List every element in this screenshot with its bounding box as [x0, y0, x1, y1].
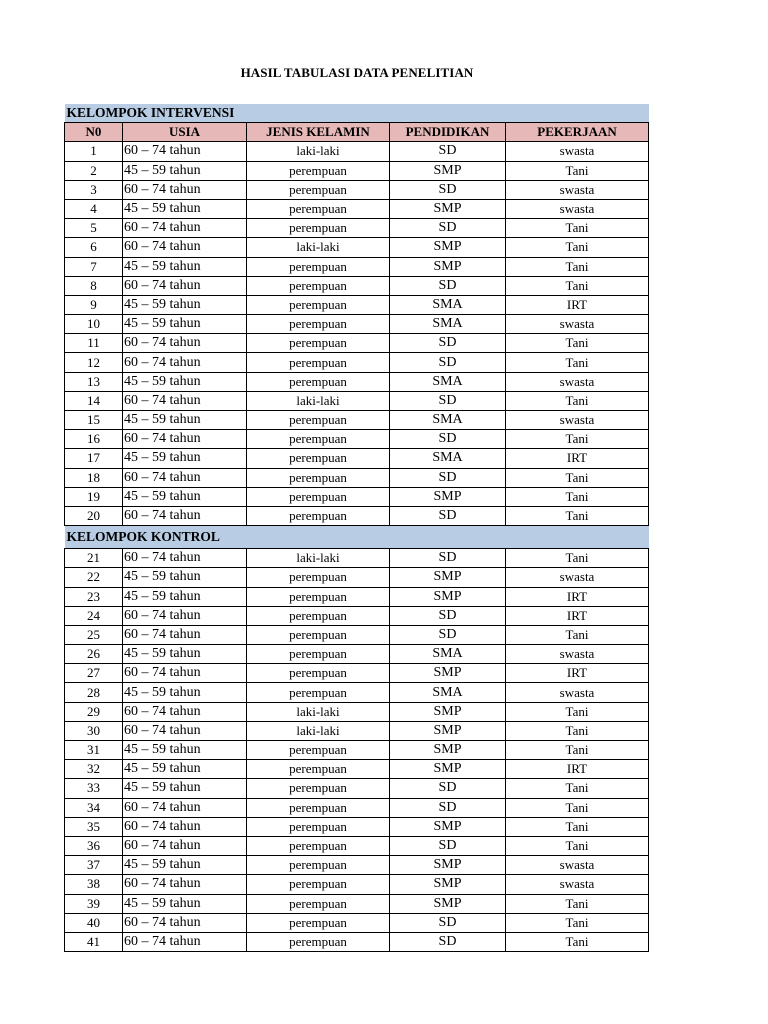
cell-pendidikan: SMP: [390, 161, 506, 180]
cell-pendidikan: SMA: [390, 315, 506, 334]
table-row: [65, 430, 649, 449]
cell-pekerjaan: Tani: [506, 487, 649, 506]
cell-pendidikan: SMP: [390, 741, 506, 760]
cell-no: 5: [65, 219, 123, 238]
cell-pekerjaan: IRT: [506, 606, 649, 625]
cell-no: 41: [65, 932, 123, 951]
cell-jenis-kelamin: perempuan: [247, 741, 390, 760]
cell-pekerjaan: IRT: [506, 664, 649, 683]
cell-no: 21: [65, 549, 123, 568]
cell-jenis-kelamin: perempuan: [247, 875, 390, 894]
cell-pekerjaan: Tani: [506, 468, 649, 487]
header-row: [65, 123, 649, 142]
cell-pekerjaan: Tani: [506, 353, 649, 372]
table-row: [65, 836, 649, 855]
table-row: [65, 238, 649, 257]
table-row: [65, 334, 649, 353]
cell-usia: 45 – 59 tahun: [123, 487, 247, 506]
cell-pendidikan: SD: [390, 779, 506, 798]
table-row: [65, 913, 649, 932]
cell-no: 30: [65, 721, 123, 740]
cell-no: 18: [65, 468, 123, 487]
cell-usia: 60 – 74 tahun: [123, 549, 247, 568]
cell-pekerjaan: Tani: [506, 506, 649, 525]
cell-jenis-kelamin: perempuan: [247, 664, 390, 683]
cell-pekerjaan: Tani: [506, 625, 649, 644]
cell-jenis-kelamin: laki-laki: [247, 702, 390, 721]
cell-usia: 45 – 59 tahun: [123, 161, 247, 180]
table-row: [65, 372, 649, 391]
cell-usia: 60 – 74 tahun: [123, 721, 247, 740]
cell-usia: 45 – 59 tahun: [123, 645, 247, 664]
cell-pekerjaan: swasta: [506, 856, 649, 875]
table-row: [65, 449, 649, 468]
table-row: [65, 506, 649, 525]
cell-jenis-kelamin: perempuan: [247, 353, 390, 372]
cell-pekerjaan: IRT: [506, 295, 649, 314]
header-jenis-kelamin: JENIS KELAMIN: [247, 123, 390, 142]
cell-pendidikan: SD: [390, 430, 506, 449]
cell-pendidikan: SD: [390, 606, 506, 625]
cell-usia: 45 – 59 tahun: [123, 760, 247, 779]
data-table: [64, 104, 649, 952]
cell-pendidikan: SMA: [390, 449, 506, 468]
table-row: [65, 894, 649, 913]
table-row: [65, 625, 649, 644]
cell-pekerjaan: Tani: [506, 391, 649, 410]
table-row: [65, 161, 649, 180]
cell-no: 31: [65, 741, 123, 760]
cell-jenis-kelamin: perempuan: [247, 276, 390, 295]
cell-jenis-kelamin: perempuan: [247, 606, 390, 625]
cell-pendidikan: SMA: [390, 683, 506, 702]
cell-usia: 45 – 59 tahun: [123, 257, 247, 276]
cell-no: 3: [65, 180, 123, 199]
table-row: [65, 779, 649, 798]
cell-usia: 60 – 74 tahun: [123, 353, 247, 372]
cell-pekerjaan: IRT: [506, 449, 649, 468]
cell-jenis-kelamin: perempuan: [247, 334, 390, 353]
cell-pekerjaan: Tani: [506, 257, 649, 276]
cell-jenis-kelamin: laki-laki: [247, 549, 390, 568]
cell-pendidikan: SD: [390, 798, 506, 817]
table-row: [65, 568, 649, 587]
cell-no: 15: [65, 411, 123, 430]
cell-no: 12: [65, 353, 123, 372]
section-row-intervensi: [65, 104, 649, 123]
cell-pendidikan: SMP: [390, 702, 506, 721]
cell-pendidikan: SD: [390, 506, 506, 525]
cell-usia: 60 – 74 tahun: [123, 180, 247, 199]
cell-no: 34: [65, 798, 123, 817]
cell-pendidikan: SMA: [390, 411, 506, 430]
cell-pekerjaan: Tani: [506, 702, 649, 721]
table-row: [65, 875, 649, 894]
cell-usia: 60 – 74 tahun: [123, 625, 247, 644]
cell-jenis-kelamin: perempuan: [247, 315, 390, 334]
cell-usia: 60 – 74 tahun: [123, 606, 247, 625]
cell-pendidikan: SD: [390, 276, 506, 295]
table-row: [65, 721, 649, 740]
cell-pendidikan: SMP: [390, 817, 506, 836]
table-row: [65, 587, 649, 606]
cell-usia: 60 – 74 tahun: [123, 836, 247, 855]
cell-usia: 60 – 74 tahun: [123, 219, 247, 238]
cell-jenis-kelamin: perempuan: [247, 219, 390, 238]
cell-pendidikan: SD: [390, 932, 506, 951]
cell-pendidikan: SMP: [390, 760, 506, 779]
table-row: [65, 180, 649, 199]
cell-pekerjaan: swasta: [506, 645, 649, 664]
cell-no: 32: [65, 760, 123, 779]
cell-no: 17: [65, 449, 123, 468]
cell-usia: 45 – 59 tahun: [123, 683, 247, 702]
cell-usia: 60 – 74 tahun: [123, 238, 247, 257]
cell-no: 20: [65, 506, 123, 525]
cell-pendidikan: SD: [390, 549, 506, 568]
cell-jenis-kelamin: perempuan: [247, 295, 390, 314]
cell-usia: 60 – 74 tahun: [123, 817, 247, 836]
cell-jenis-kelamin: perempuan: [247, 161, 390, 180]
cell-jenis-kelamin: perempuan: [247, 257, 390, 276]
table-row: [65, 702, 649, 721]
cell-no: 25: [65, 625, 123, 644]
table-row: [65, 856, 649, 875]
cell-pekerjaan: Tani: [506, 817, 649, 836]
table-row: [65, 645, 649, 664]
cell-jenis-kelamin: perempuan: [247, 487, 390, 506]
cell-no: 1: [65, 142, 123, 161]
cell-pendidikan: SD: [390, 353, 506, 372]
cell-pendidikan: SMP: [390, 487, 506, 506]
section-row-kontrol: [65, 526, 649, 549]
table-row: [65, 391, 649, 410]
table-row: [65, 353, 649, 372]
cell-jenis-kelamin: perempuan: [247, 506, 390, 525]
cell-pendidikan: SMP: [390, 587, 506, 606]
cell-no: 27: [65, 664, 123, 683]
cell-pekerjaan: Tani: [506, 798, 649, 817]
cell-pekerjaan: Tani: [506, 276, 649, 295]
cell-no: 6: [65, 238, 123, 257]
table-row: [65, 683, 649, 702]
cell-pekerjaan: Tani: [506, 161, 649, 180]
cell-usia: 45 – 59 tahun: [123, 449, 247, 468]
cell-pendidikan: SMP: [390, 568, 506, 587]
cell-pendidikan: SMP: [390, 238, 506, 257]
cell-pekerjaan: swasta: [506, 199, 649, 218]
cell-no: 40: [65, 913, 123, 932]
cell-pekerjaan: swasta: [506, 315, 649, 334]
cell-usia: 60 – 74 tahun: [123, 664, 247, 683]
table-row: [65, 257, 649, 276]
cell-no: 28: [65, 683, 123, 702]
cell-usia: 45 – 59 tahun: [123, 295, 247, 314]
cell-no: 35: [65, 817, 123, 836]
cell-pekerjaan: IRT: [506, 760, 649, 779]
cell-pendidikan: SMP: [390, 199, 506, 218]
cell-jenis-kelamin: perempuan: [247, 568, 390, 587]
cell-usia: 60 – 74 tahun: [123, 913, 247, 932]
cell-usia: 45 – 59 tahun: [123, 411, 247, 430]
cell-jenis-kelamin: perempuan: [247, 468, 390, 487]
cell-pendidikan: SD: [390, 836, 506, 855]
cell-no: 8: [65, 276, 123, 295]
cell-pendidikan: SMP: [390, 875, 506, 894]
cell-usia: 60 – 74 tahun: [123, 798, 247, 817]
cell-pendidikan: SD: [390, 913, 506, 932]
cell-no: 29: [65, 702, 123, 721]
cell-no: 9: [65, 295, 123, 314]
cell-pekerjaan: Tani: [506, 238, 649, 257]
cell-pekerjaan: swasta: [506, 683, 649, 702]
cell-jenis-kelamin: perempuan: [247, 817, 390, 836]
cell-no: 22: [65, 568, 123, 587]
cell-jenis-kelamin: perempuan: [247, 587, 390, 606]
cell-pendidikan: SMA: [390, 295, 506, 314]
cell-jenis-kelamin: laki-laki: [247, 238, 390, 257]
table-row: [65, 411, 649, 430]
cell-jenis-kelamin: perempuan: [247, 199, 390, 218]
cell-pekerjaan: Tani: [506, 721, 649, 740]
cell-jenis-kelamin: perempuan: [247, 932, 390, 951]
table-row: [65, 664, 649, 683]
cell-pendidikan: SMP: [390, 856, 506, 875]
cell-pekerjaan: Tani: [506, 913, 649, 932]
cell-no: 39: [65, 894, 123, 913]
cell-jenis-kelamin: perempuan: [247, 411, 390, 430]
cell-usia: 60 – 74 tahun: [123, 142, 247, 161]
cell-jenis-kelamin: perempuan: [247, 372, 390, 391]
cell-pekerjaan: swasta: [506, 411, 649, 430]
cell-no: 16: [65, 430, 123, 449]
table-row: [65, 606, 649, 625]
table-row: [65, 798, 649, 817]
table-row: [65, 549, 649, 568]
cell-pendidikan: SMP: [390, 721, 506, 740]
table-row: [65, 142, 649, 161]
cell-pendidikan: SD: [390, 391, 506, 410]
cell-usia: 45 – 59 tahun: [123, 372, 247, 391]
cell-jenis-kelamin: perempuan: [247, 913, 390, 932]
cell-pekerjaan: Tani: [506, 219, 649, 238]
cell-pekerjaan: Tani: [506, 549, 649, 568]
cell-pekerjaan: swasta: [506, 180, 649, 199]
cell-no: 36: [65, 836, 123, 855]
cell-jenis-kelamin: laki-laki: [247, 142, 390, 161]
cell-usia: 60 – 74 tahun: [123, 334, 247, 353]
cell-jenis-kelamin: perempuan: [247, 779, 390, 798]
cell-pekerjaan: swasta: [506, 142, 649, 161]
cell-usia: 45 – 59 tahun: [123, 894, 247, 913]
cell-no: 23: [65, 587, 123, 606]
cell-usia: 60 – 74 tahun: [123, 506, 247, 525]
table-row: [65, 760, 649, 779]
cell-usia: 45 – 59 tahun: [123, 856, 247, 875]
cell-pendidikan: SD: [390, 180, 506, 199]
cell-usia: 45 – 59 tahun: [123, 568, 247, 587]
cell-no: 13: [65, 372, 123, 391]
table-row: [65, 932, 649, 951]
cell-pekerjaan: Tani: [506, 430, 649, 449]
table-row: [65, 741, 649, 760]
cell-no: 26: [65, 645, 123, 664]
cell-jenis-kelamin: perempuan: [247, 625, 390, 644]
cell-jenis-kelamin: perempuan: [247, 836, 390, 855]
cell-jenis-kelamin: perempuan: [247, 645, 390, 664]
header-pekerjaan: PEKERJAAN: [506, 123, 649, 142]
cell-pekerjaan: Tani: [506, 894, 649, 913]
cell-jenis-kelamin: perempuan: [247, 430, 390, 449]
table-row: [65, 817, 649, 836]
table-row: [65, 487, 649, 506]
cell-pendidikan: SMA: [390, 372, 506, 391]
cell-pendidikan: SD: [390, 142, 506, 161]
table-row: [65, 295, 649, 314]
cell-usia: 45 – 59 tahun: [123, 741, 247, 760]
cell-pekerjaan: Tani: [506, 932, 649, 951]
cell-no: 4: [65, 199, 123, 218]
table-row: [65, 468, 649, 487]
cell-usia: 60 – 74 tahun: [123, 430, 247, 449]
cell-no: 37: [65, 856, 123, 875]
cell-jenis-kelamin: perempuan: [247, 683, 390, 702]
cell-pekerjaan: swasta: [506, 372, 649, 391]
cell-no: 14: [65, 391, 123, 410]
page-title: HASIL TABULASI DATA PENELITIAN: [240, 65, 474, 80]
cell-jenis-kelamin: perempuan: [247, 760, 390, 779]
cell-no: 11: [65, 334, 123, 353]
cell-no: 2: [65, 161, 123, 180]
cell-usia: 45 – 59 tahun: [123, 587, 247, 606]
cell-usia: 60 – 74 tahun: [123, 932, 247, 951]
cell-jenis-kelamin: perempuan: [247, 449, 390, 468]
cell-pekerjaan: Tani: [506, 334, 649, 353]
cell-pekerjaan: swasta: [506, 568, 649, 587]
table-row: [65, 276, 649, 295]
cell-pendidikan: SD: [390, 219, 506, 238]
cell-jenis-kelamin: perempuan: [247, 798, 390, 817]
header-usia: USIA: [123, 123, 247, 142]
header-pendidikan: PENDIDIKAN: [390, 123, 506, 142]
cell-no: 24: [65, 606, 123, 625]
cell-pekerjaan: Tani: [506, 741, 649, 760]
cell-pendidikan: SMP: [390, 257, 506, 276]
cell-pendidikan: SD: [390, 468, 506, 487]
table-row: [65, 219, 649, 238]
cell-usia: 60 – 74 tahun: [123, 875, 247, 894]
cell-pendidikan: SMP: [390, 664, 506, 683]
cell-pendidikan: SMA: [390, 645, 506, 664]
cell-pendidikan: SD: [390, 625, 506, 644]
header-no: N0: [65, 123, 123, 142]
section-label-intervensi: KELOMPOK INTERVENSI: [65, 104, 649, 123]
cell-pekerjaan: Tani: [506, 836, 649, 855]
cell-no: 38: [65, 875, 123, 894]
cell-usia: 45 – 59 tahun: [123, 315, 247, 334]
cell-pekerjaan: IRT: [506, 587, 649, 606]
cell-usia: 60 – 74 tahun: [123, 468, 247, 487]
cell-usia: 45 – 59 tahun: [123, 779, 247, 798]
cell-no: 33: [65, 779, 123, 798]
table-row: [65, 315, 649, 334]
cell-pekerjaan: swasta: [506, 875, 649, 894]
cell-usia: 60 – 74 tahun: [123, 276, 247, 295]
section-label-kontrol: KELOMPOK KONTROL: [65, 526, 649, 549]
cell-pekerjaan: Tani: [506, 779, 649, 798]
cell-jenis-kelamin: perempuan: [247, 856, 390, 875]
cell-jenis-kelamin: laki-laki: [247, 721, 390, 740]
cell-pendidikan: SD: [390, 334, 506, 353]
cell-jenis-kelamin: perempuan: [247, 894, 390, 913]
cell-no: 10: [65, 315, 123, 334]
cell-pendidikan: SMP: [390, 894, 506, 913]
cell-no: 7: [65, 257, 123, 276]
cell-jenis-kelamin: perempuan: [247, 180, 390, 199]
table-row: [65, 199, 649, 218]
cell-usia: 60 – 74 tahun: [123, 391, 247, 410]
cell-no: 19: [65, 487, 123, 506]
cell-usia: 60 – 74 tahun: [123, 702, 247, 721]
cell-jenis-kelamin: laki-laki: [247, 391, 390, 410]
cell-usia: 45 – 59 tahun: [123, 199, 247, 218]
